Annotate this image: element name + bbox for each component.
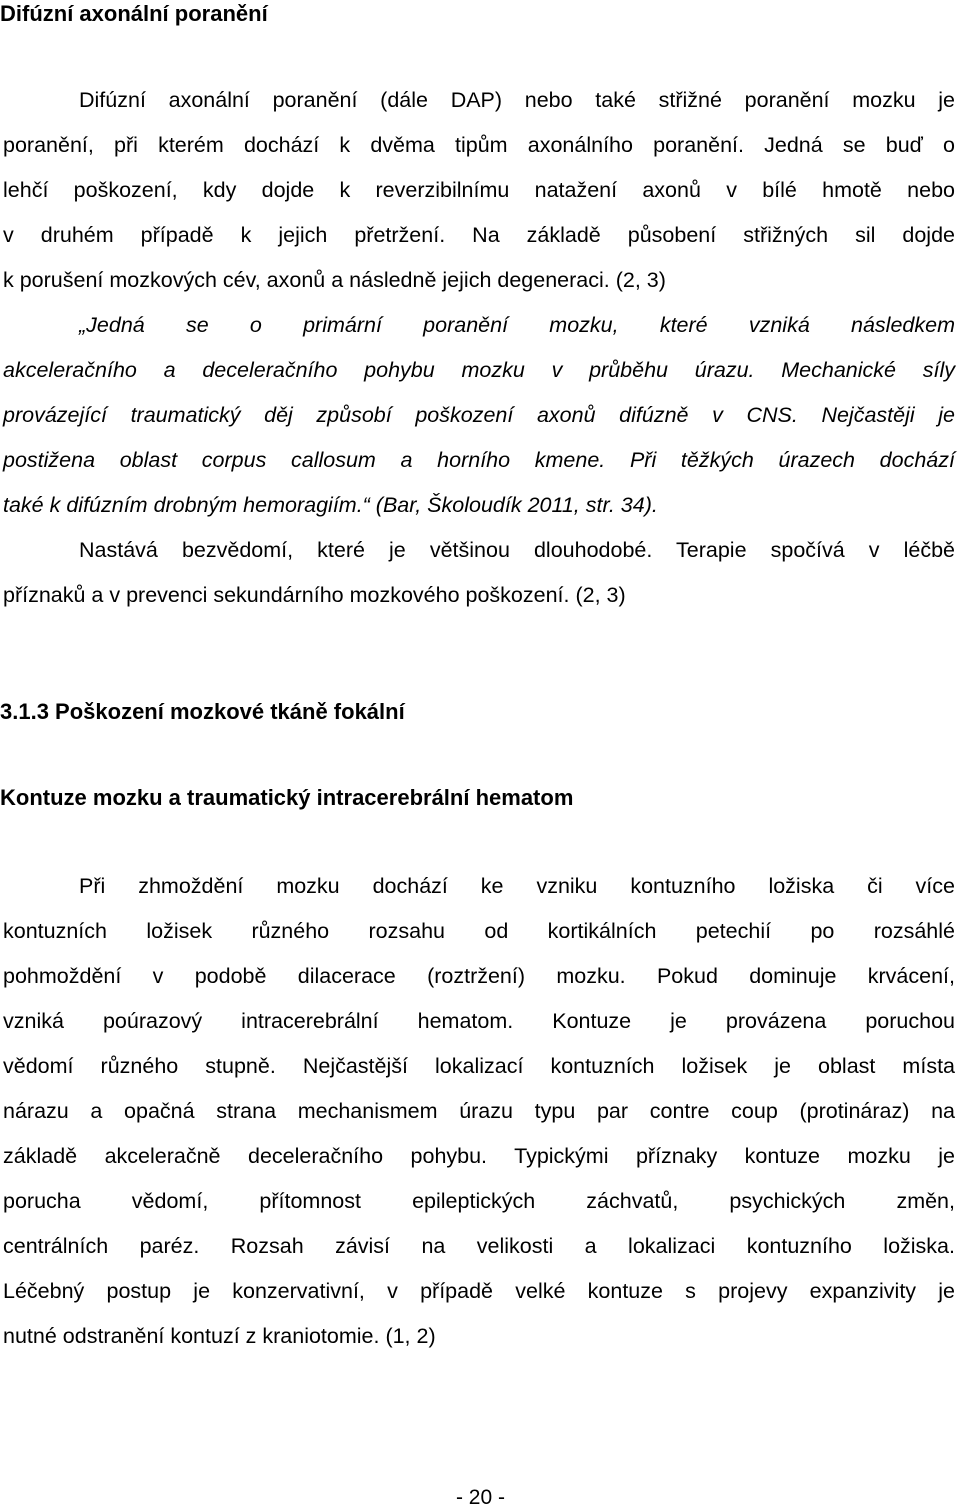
paragraph-line: Léčebný postup je konzervativní, v případě velké kontuze s projevy expanzivity je — [3, 1279, 955, 1303]
paragraph-line: Při zhmoždění mozku dochází ke vzniku kontuzního ložiska či více — [79, 874, 955, 898]
quote-line: postižena oblast corpus callosum a horního kmene. Při těžkých úrazech dochází — [3, 448, 955, 472]
section-title: Difúzní axonální poranění — [0, 1, 268, 26]
page-number: - 20 - — [455, 1486, 505, 1509]
quote-paragraph — [3, 303, 955, 528]
paragraph-line: pohmoždění v podobě dilacerace (roztržení) mozku. Pokud dominuje krvácení, — [3, 964, 955, 988]
paragraph-line: poranění, při kterém dochází k dvěma tipům axonálního poranění. Jedná se buď o — [3, 133, 955, 157]
paragraph-line: příznaků a v prevenci sekundárního mozkového poškození. (2, 3) — [3, 583, 626, 607]
contusion-paragraph — [3, 864, 955, 1359]
paragraph-line: nárazu a opačná strana mechanismem úrazu typu par contre coup (protináraz) na — [3, 1099, 955, 1123]
outcome-paragraph — [3, 528, 955, 618]
paragraph-line: lehčí poškození, kdy dojde k reverzibilnímu natažení axonů v bílé hmotě nebo — [3, 178, 955, 202]
subsection-title: 3.1.3 Poškození mozkové tkáně fokální — [0, 699, 405, 724]
paragraph-line: základě akceleračně deceleračního pohybu. Typickými příznaky kontuze mozku je — [3, 1144, 955, 1168]
paragraph-line: vzniká poúrazový intracerebrální hematom. Kontuze je provázena poruchou — [3, 1009, 955, 1033]
paragraph-line: vědomí různého stupně. Nejčastější lokalizací kontuzních ložisek je oblast místa — [3, 1054, 955, 1078]
paragraph-line: nutné odstranění kontuzí z kraniotomie. (1, 2) — [3, 1324, 436, 1348]
paragraph-line: porucha vědomí, přítomnost epileptických záchvatů, psychických změn, — [3, 1189, 955, 1213]
dap-paragraph — [3, 78, 955, 303]
paragraph-line: Nastává bezvědomí, které je většinou dlouhodobé. Terapie spočívá v léčbě — [79, 538, 955, 562]
quote-line: „Jedná se o primární poranění mozku, které vzniká následkem — [79, 313, 955, 337]
quote-line: také k difúzním drobným hemoragiím.“ (Bar, Školoudík 2011, str. 34). — [3, 493, 658, 517]
paragraph-line: k porušení mozkových cév, axonů a následně jejich degeneraci. (2, 3) — [3, 268, 666, 292]
paragraph-line: kontuzních ložisek různého rozsahu od kortikálních petechií po rozsáhlé — [3, 919, 955, 943]
subsubsection-title: Kontuze mozku a traumatický intracerebrální hematom — [0, 785, 574, 810]
quote-line: akceleračního a deceleračního pohybu mozku v průběhu úrazu. Mechanické síly — [3, 358, 955, 382]
paragraph-line: v druhém případě k jejich přetržení. Na základě působení střižných sil dojde — [3, 223, 955, 247]
paragraph-line: Difúzní axonální poranění (dále DAP) nebo také střižné poranění mozku je — [79, 88, 955, 112]
paragraph-line: centrálních paréz. Rozsah závisí na velikosti a lokalizaci kontuzního ložiska. — [3, 1234, 955, 1258]
quote-line: provázející traumatický děj způsobí poškození axonů difúzně v CNS. Nejčastěji je — [3, 403, 955, 427]
